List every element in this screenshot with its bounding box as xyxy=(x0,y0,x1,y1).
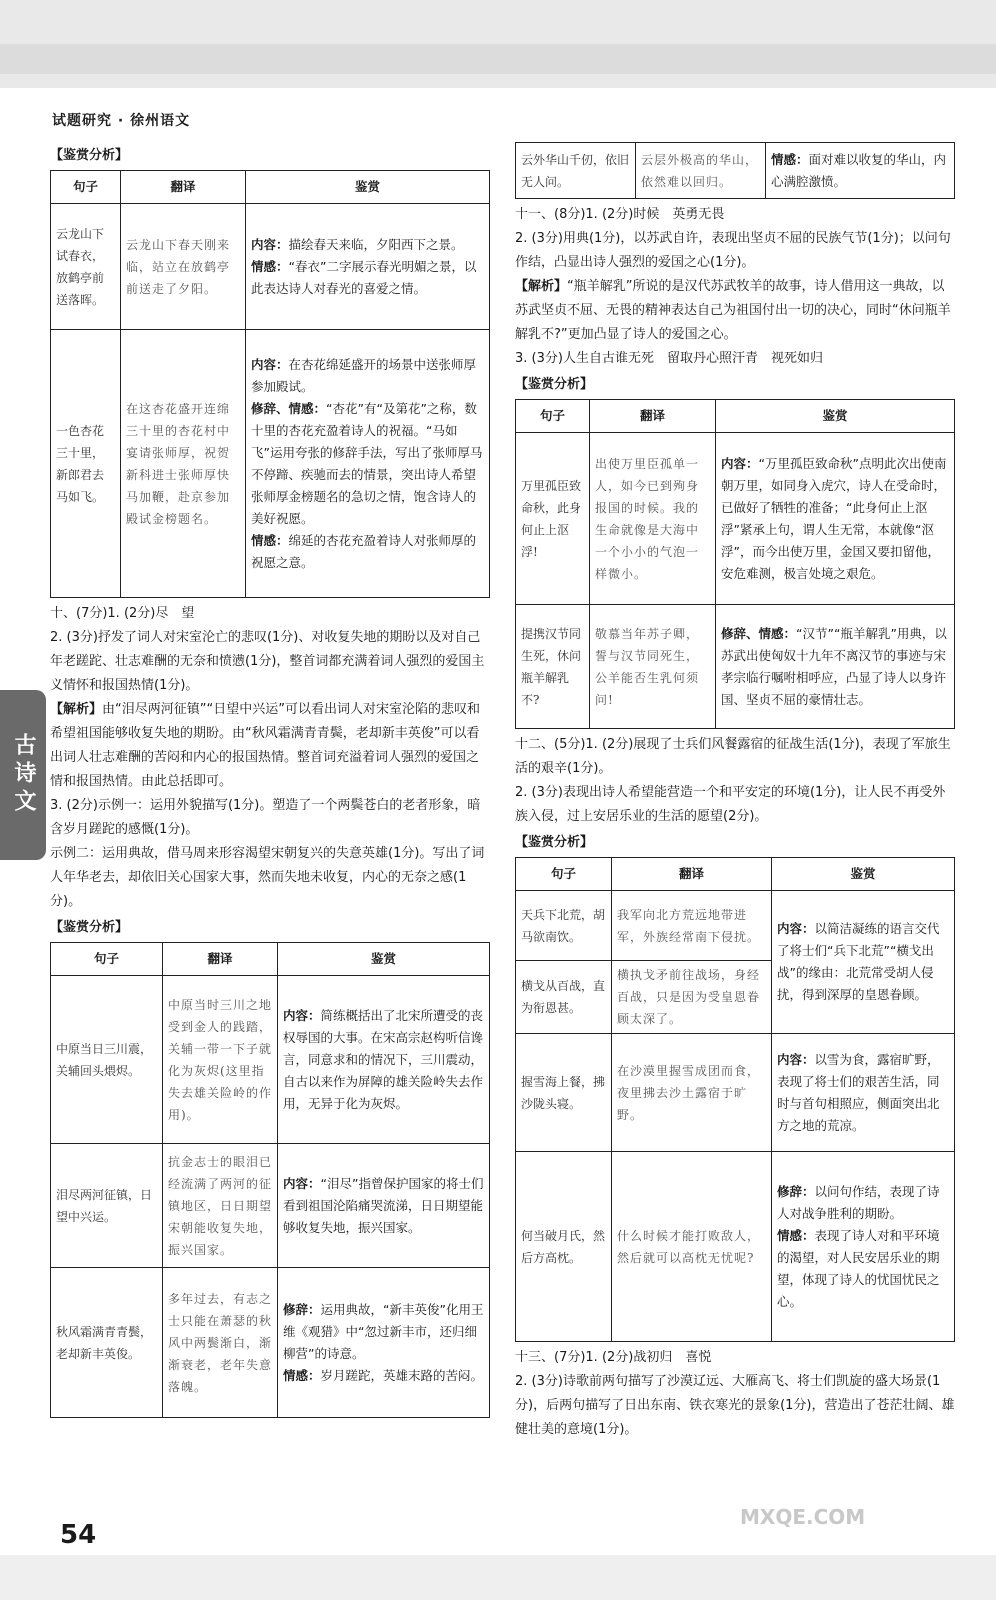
table-row xyxy=(516,1034,955,1152)
q10-line2: 2. (3分)抒发了词人对宋室沦亡的悲叹(1分)、对收复失地的期盼以及对自己年老蹉跎、壮志难酬的无奈和愤懑(1分)，整首词都充满着词人强烈的爱国主义情怀和报国热情(1分)。 xyxy=(50,630,485,693)
q13-line2: 2. (3分)诗歌前两句描写了沙漠辽远、大雁高飞、将士们凯旋的盛大场景(1分)，后两句描写了日出东南、铁衣寒光的景象(1分)，营造出了苍茫壮阔、雄健壮美的意境(1分)。 xyxy=(515,1374,955,1437)
right-column xyxy=(515,142,955,1442)
key-text: 描绘春天来临，夕阳西下之景。 xyxy=(288,236,464,252)
sentence-cell: 中原当日三川震，关辅回头煨烬。 xyxy=(51,976,163,1144)
sentence-cell: 泪尽两河征镇，日望中兴运。 xyxy=(51,1144,163,1268)
translation-cell: 在沙漠里握雪成团而食，夜里拂去沙土露宿于旷野。 xyxy=(612,1034,772,1152)
q12-line2: 2. (3分)表现出诗人希望能营造一个和平安定的环境(1分)，让人民不再受外族入侵，过上安居乐业的生活的愿望(2分)。 xyxy=(515,785,946,824)
q11-analysis xyxy=(515,275,955,347)
appreciation-cell xyxy=(278,1144,490,1268)
key-label: 内容： xyxy=(777,921,815,936)
top-band-stripe xyxy=(0,44,996,74)
table-row xyxy=(516,433,955,605)
sentence-cell: 何当破月氏，然后方高枕。 xyxy=(516,1152,612,1342)
section-label: 【鉴赏分析】 xyxy=(515,835,594,850)
q11-line2: 2. (3分)用典(1分)，以苏武自许，表现出坚贞不屈的民族气节(1分)；以问句作结，凸显出诗人强烈的爱国之心(1分)。 xyxy=(515,231,951,270)
key-text: “杏花”有“及第花”之称，数十里的杏花充盈着诗人的祝福。“马如飞”运用夸张的修辞手法，写出了张师厚马不停蹄、疾驰而去的情景，突出诗人希望张师厚金榜题名的急切之情，饱含诗人的美好祝愿。 xyxy=(251,400,483,526)
table-row xyxy=(516,891,955,961)
appreciation-cell xyxy=(772,891,955,1034)
col-sentence: 句子 xyxy=(516,400,590,433)
appreciation-cell xyxy=(716,433,955,605)
translation-cell: 云层外极高的华山，依然难以回归。 xyxy=(636,143,766,199)
key-label: 内容： xyxy=(721,455,759,471)
section-label: 【鉴赏分析】 xyxy=(515,377,594,392)
translation-cell: 多年过去，有志之士只能在萧瑟的秋风中两鬓渐白，渐渐衰老，老年失意落魄。 xyxy=(163,1268,278,1418)
translation-cell: 我军向北方荒远地带进军，外族经常南下侵扰。 xyxy=(612,891,772,961)
key-label: 内容： xyxy=(251,356,289,372)
analysis-label: 【解析】 xyxy=(50,702,103,717)
key-label: 情感： xyxy=(777,1227,815,1243)
bottom-band xyxy=(0,1555,996,1600)
table-header xyxy=(516,400,955,433)
col-translation: 翻译 xyxy=(121,171,246,204)
col-sentence: 句子 xyxy=(51,943,163,976)
key-label: 内容： xyxy=(251,236,289,252)
key-label: 修辞： xyxy=(283,1301,321,1317)
col-appreciation: 鉴赏 xyxy=(278,943,490,976)
col-sentence: 句子 xyxy=(516,858,612,891)
q13-line1: 十三、(7分)1. (2分)战初归 喜悦 xyxy=(515,1350,712,1365)
appreciation-cell xyxy=(278,1268,490,1418)
sentence-cell: 秋风霜满青青鬓，老却新丰英俊。 xyxy=(51,1268,163,1418)
q10-line5: 示例二：运用典故，借马周来形容渴望宋朝复兴的失意英雄(1分)。写出了词人年华老去，却依旧关心国家大事，然而失地未收复，内心的无奈之感(1分)。 xyxy=(50,846,485,909)
key-label: 情感： xyxy=(251,258,289,274)
key-text: 运用典故，“新丰英俊”化用王维《观猎》中“忽过新丰市，还归细柳营”的诗意。 xyxy=(283,1301,484,1361)
table-songciyun xyxy=(50,170,490,598)
translation-cell: 在这杏花盛开连绵三十里的杏花村中宴请张师厚，祝贺新科进士张师厚快马加鞭，赴京参加殿试金榜题名。 xyxy=(121,330,246,598)
translation-cell: 敬慕当年苏子卿，誓与汉节同死生，公羊能否生乳何须问! xyxy=(590,605,716,729)
table-header xyxy=(516,858,955,891)
col-appreciation: 鉴赏 xyxy=(772,858,955,891)
key-text: 以问句作结，表现了诗人对战争胜利的期盼。 xyxy=(777,1183,940,1221)
col-appreciation: 鉴赏 xyxy=(716,400,955,433)
table-saixiaqu xyxy=(515,857,955,1342)
translation-cell: 云龙山下春天刚来临，站立在放鹤亭前送走了夕阳。 xyxy=(121,204,246,330)
appreciation-cell xyxy=(766,143,955,199)
key-text: 表现了诗人对和平环境的渴望，对人民安居乐业的期望，体现了诗人的忧国忧民之心。 xyxy=(777,1227,940,1309)
key-text: 岁月蹉跎，英雄末路的苦闷。 xyxy=(320,1367,484,1383)
table-qingpingle xyxy=(50,942,490,1418)
appreciation-cell xyxy=(772,1152,955,1342)
q11-line1: 十一、(8分)1. (2分)时候 英勇无畏 xyxy=(515,207,725,222)
key-label: 情感： xyxy=(283,1367,321,1383)
sentence-cell: 云龙山下试春衣，放鹤亭前送落晖。 xyxy=(51,204,121,330)
watermark-logo: MXQE.COM xyxy=(740,1505,866,1529)
table-continued xyxy=(515,142,955,199)
appreciation-cell xyxy=(772,1034,955,1152)
key-text: “汉节”“瓶羊解乳”用典，以苏武出使匈奴十九年不离汉节的事迹与宋孝宗临行嘱咐相呼应，凸显了诗人以身许国、坚贞不屈的豪情壮志。 xyxy=(721,625,947,707)
table-row xyxy=(51,330,490,598)
key-text: 简练概括出了北宋所遭受的丧权辱国的大事。在宋高宗赵构听信谗言，同意求和的情况下，三川震动，自古以来作为屏障的雄关险岭失去作用，无异于化为灰烬。 xyxy=(283,1007,484,1111)
key-label: 内容： xyxy=(283,1007,321,1023)
q11-line4: 3. (3分)人生自古谁无死 留取丹心照汗青 视死如归 xyxy=(515,351,823,366)
key-text: 以简洁凝练的语言交代了将士们“兵下北荒”“横戈出战”的缘由：北荒常受胡人侵扰，得到深厚的皇恩眷顾。 xyxy=(777,921,940,1002)
q10-line4: 3. (2分)示例一：运用外貌描写(1分)。塑造了一个两鬓苍白的老者形象，暗含岁月蹉跎的感慨(1分)。 xyxy=(50,798,481,837)
key-label: 修辞、情感： xyxy=(721,625,797,641)
col-translation: 翻译 xyxy=(612,858,772,891)
key-text: “春衣”二字展示春光明媚之景，以此表达诗人对春光的喜爱之情。 xyxy=(251,258,477,296)
table-row xyxy=(51,1268,490,1418)
sentence-cell: 提携汉节同生死，休问瓶羊解乳不? xyxy=(516,605,590,729)
col-translation: 翻译 xyxy=(163,943,278,976)
key-label: 情感： xyxy=(251,532,289,548)
table-row xyxy=(51,976,490,1144)
table-row xyxy=(516,143,955,199)
key-text: 以雪为食，露宿旷野，表现了将士们的艰苦生活，同时与首句相照应，侧面突出北方之地的荒凉。 xyxy=(777,1051,940,1133)
appreciation-cell xyxy=(246,330,490,598)
q10-analysis xyxy=(50,698,490,794)
top-band xyxy=(0,0,996,88)
side-tab-ancient-poetry: 古诗文 xyxy=(0,690,46,860)
table-row xyxy=(51,1144,490,1268)
sentence-cell: 云外华山千仞，依旧无人问。 xyxy=(516,143,636,199)
table-shichuan xyxy=(515,399,955,729)
key-label: 修辞、情感： xyxy=(251,400,327,416)
key-text: 面对难以收复的华山，内心满腔激愤。 xyxy=(771,151,947,189)
translation-cell: 横执戈矛前往战场，身经百战，只是因为受皇恩眷顾太深了。 xyxy=(612,961,772,1034)
sentence-cell: 天兵下北荒，胡马欲南饮。 xyxy=(516,891,612,961)
page-header: 试题研究 · 徐州语文 xyxy=(52,113,191,129)
section-label: 【鉴赏分析】 xyxy=(50,920,129,935)
sentence-cell: 一色杏花三十里，新郎君去马如飞。 xyxy=(51,330,121,598)
table-row xyxy=(516,1152,955,1342)
translation-cell: 抗金志士的眼泪已经流满了两河的征镇地区，日日期望宋朝能收复失地，振兴国家。 xyxy=(163,1144,278,1268)
page-number: 54 xyxy=(60,1520,97,1550)
analysis-text: 由“泪尽两河征镇”“日望中兴运”可以看出词人对宋室沦陷的悲叹和希望祖国能够收复失地的期盼。由“秋风霜满青青鬓，老却新丰英俊”可以看出词人壮志难酬的苦闷和内心的报国热情。整首词充溢着词人强烈的爱国之情和报国热情。由此总括即可。 xyxy=(50,702,480,789)
section-label: 【鉴赏分析】 xyxy=(50,148,129,163)
sentence-cell: 握雪海上餐，拂沙陇头寝。 xyxy=(516,1034,612,1152)
translation-cell: 中原当时三川之地受到金人的践踏，关辅一带一下子就化为灰烬(这里指失去雄关险岭的作用)。 xyxy=(163,976,278,1144)
col-sentence: 句子 xyxy=(51,171,121,204)
sentence-cell: 万里孤臣致命秋，此身何止上沤浮! xyxy=(516,433,590,605)
translation-cell: 出使万里臣孤单一人，如今已到殉身报国的时候。我的生命就像是大海中一个小小的气泡一样微小。 xyxy=(590,433,716,605)
appreciation-cell xyxy=(278,976,490,1144)
q12-line1: 十二、(5分)1. (2分)展现了士兵们风餐露宿的征战生活(1分)，表现了军旅生活的艰辛(1分)。 xyxy=(515,737,951,776)
analysis-label: 【解析】 xyxy=(515,279,568,294)
key-text: “万里孤臣致命秋”点明此次出使南朝万里，如同身入虎穴，诗人在受命时，已做好了牺牲的准备；“此身何止上沤浮”紧承上句，谓人生无常，本就像“沤浮”，而今出使万里，金国又要扣留他，安危难测，极言处境之艰危。 xyxy=(721,455,947,581)
sentence-cell: 横戈从百战，直为衔恩甚。 xyxy=(516,961,612,1034)
key-text: 在杏花绵延盛开的场景中送张师厚参加殿试。 xyxy=(251,356,477,394)
analysis-text: “瓶羊解乳”所说的是汉代苏武牧羊的故事，诗人借用这一典故，以苏武坚贞不屈、无畏的精神表达自己为祖国付出一切的决心，同时“休问瓶羊解乳不?”更加凸显了诗人的爱国之心。 xyxy=(515,279,951,342)
key-label: 修辞： xyxy=(777,1183,815,1199)
translation-cell: 什么时候才能打败敌人，然后就可以高枕无忧呢? xyxy=(612,1152,772,1342)
q10-line1: 十、(7分)1. (2分)尽 望 xyxy=(50,606,195,621)
table-header xyxy=(51,943,490,976)
table-header xyxy=(51,171,490,204)
key-label: 内容： xyxy=(777,1051,815,1067)
key-text: 绵延的杏花充盈着诗人对张师厚的祝愿之意。 xyxy=(251,532,477,570)
col-appreciation: 鉴赏 xyxy=(246,171,490,204)
key-text: “泪尽”指曾保护国家的将士们看到祖国沦陷痛哭流涕，日日期望能够收复失地，振兴国家。 xyxy=(283,1175,484,1235)
key-label: 内容： xyxy=(283,1175,321,1191)
table-row xyxy=(516,605,955,729)
appreciation-cell xyxy=(716,605,955,729)
key-label: 情感： xyxy=(771,151,809,167)
appreciation-cell xyxy=(246,204,490,330)
col-translation: 翻译 xyxy=(590,400,716,433)
left-column xyxy=(50,142,490,1422)
table-row xyxy=(51,204,490,330)
